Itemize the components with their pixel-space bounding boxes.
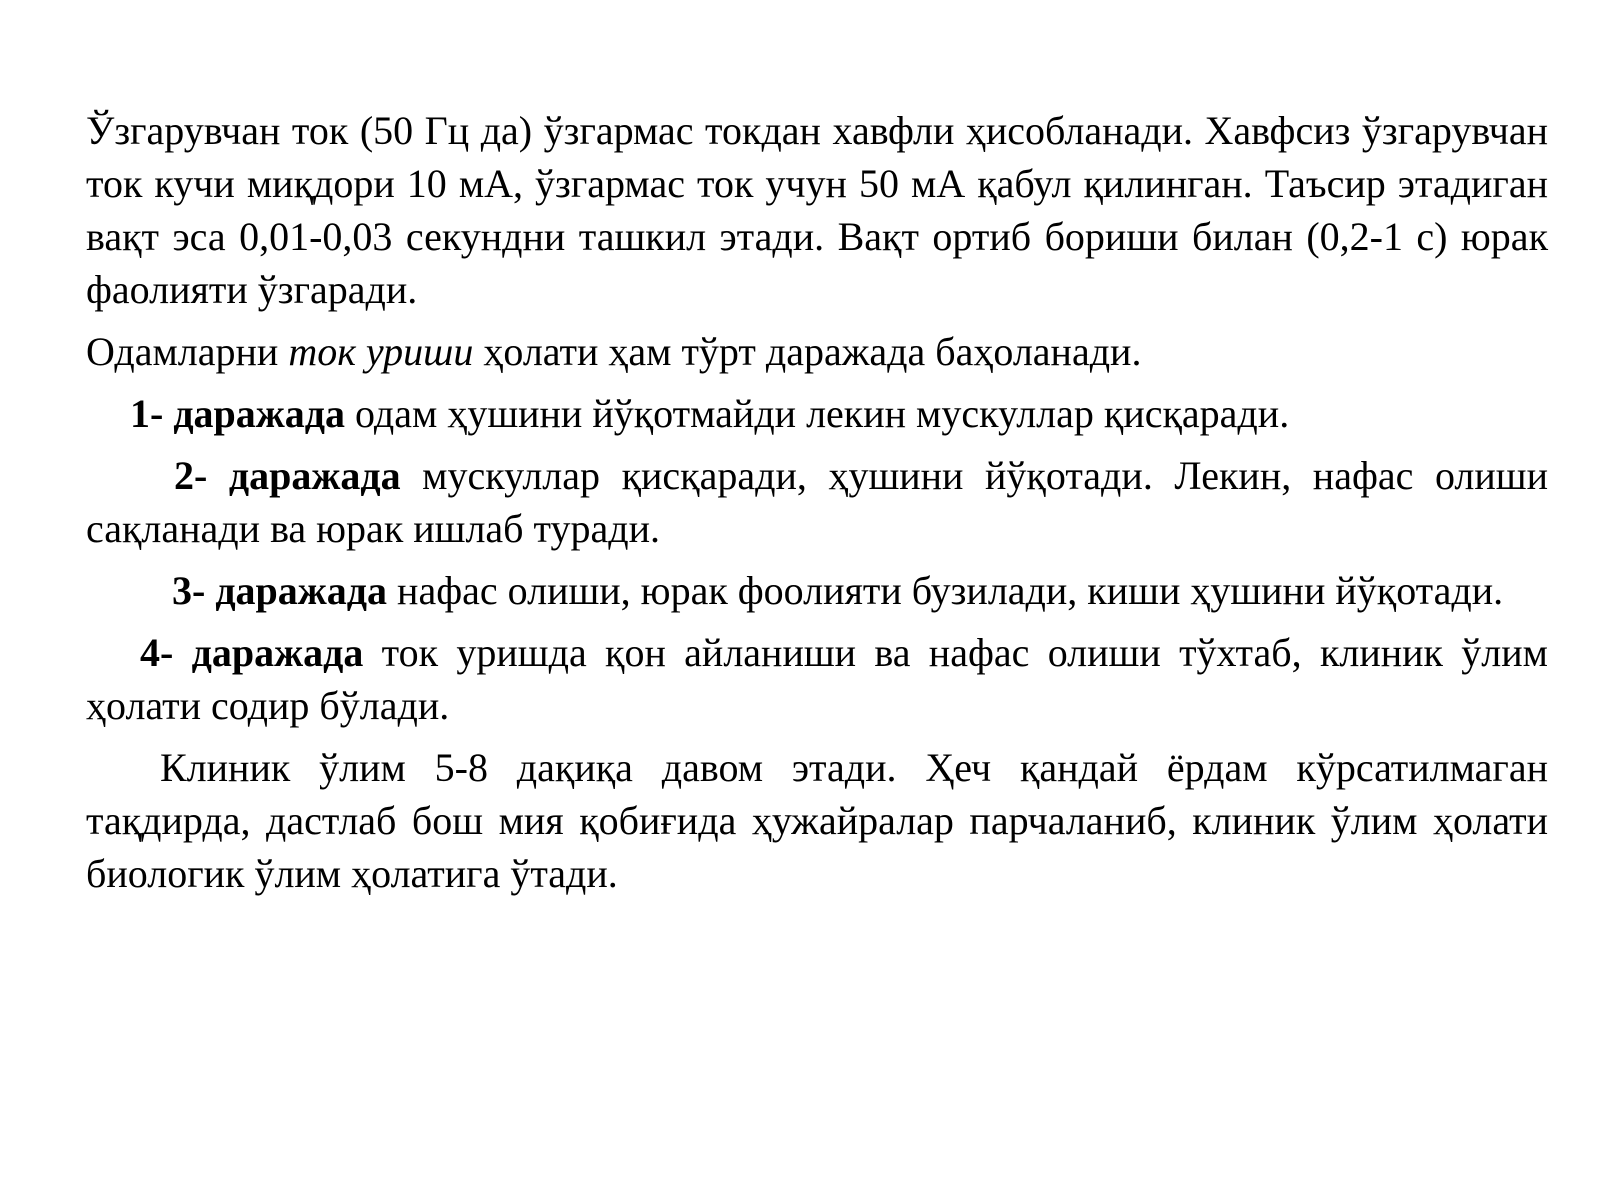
level-4-label: 4- даражада — [140, 630, 364, 675]
assessment-paragraph — [86, 325, 1548, 378]
clinical-death-paragraph: Клиник ўлим 5-8 дақиқа давом этади. Ҳеч қандай ёрдам кўрсатилмаган тақдирда, дастлаб бош мия қобиғида ҳужайралар парчаланиб, клиник ўлим ҳолати биологик ўлим ҳолатига ўтади. — [86, 745, 1548, 896]
level-3-paragraph — [86, 564, 1548, 617]
level-3-label: 3- даражада — [172, 568, 388, 613]
assessment-text-after: ҳолати ҳам тўрт даражада баҳоланади. — [473, 329, 1142, 374]
level-1-label: 1- даражада — [130, 391, 346, 436]
intro-paragraph: Ўзгарувчан ток (50 Гц да) ўзгармас токдан хавфли ҳисобланади. Хавфсиз ўзгарувчан ток кучи миқдори 10 мА, ўзгармас ток учун 50 мА қабул қилинган. Таъсир этадиган вақт эса 0,01-0,03 секундни ташкил этади. Вақт ортиб бориши билан (0,2-1 с) юрак фаолияти ўзгаради. — [86, 108, 1548, 312]
level-4-paragraph — [86, 626, 1548, 732]
level-1-paragraph — [86, 387, 1548, 440]
slide-body — [86, 104, 1548, 909]
level-1-text: одам ҳушини йўқотмайди лекин мускуллар қисқаради. — [345, 391, 1290, 436]
level-2-paragraph — [86, 449, 1548, 555]
assessment-emphasis: ток уриши — [288, 329, 474, 374]
assessment-text-before: Одамларни — [86, 329, 289, 374]
level-2-text: мускуллар қисқаради, ҳушини йўқотади. Лекин, нафас олиши сақланади ва юрак ишлаб туради. — [86, 453, 1548, 551]
level-2-label: 2- даражада — [174, 453, 401, 498]
level-3-text: нафас олиши, юрак фоолияти бузилади, киши ҳушини йўқотади. — [387, 568, 1504, 613]
level-4-text: ток уришда қон айланиши ва нафас олиши тўхтаб, клиник ўлим ҳолати содир бўлади. — [86, 630, 1548, 728]
